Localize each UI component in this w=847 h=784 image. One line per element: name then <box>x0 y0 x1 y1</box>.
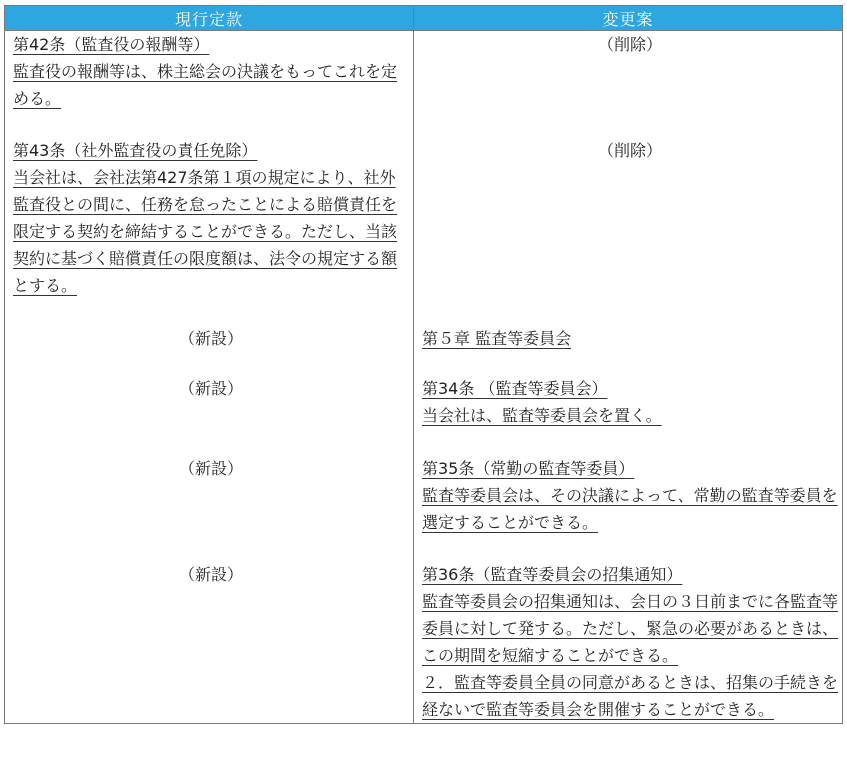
current-article-cell <box>5 561 414 724</box>
article-body: 当会社は、会社法第427条第１項の規定により、社外監査役との間に、任務を怠ったことによる賠償責任を限定する契約を締結することができる。ただし、当該契約に基づく賠償責任の限度額は、法令の規定する額とする。 <box>13 167 398 295</box>
article-title: 第35条（常勤の監査等委員） <box>422 458 635 478</box>
article-title: 第43条（社外監査役の責任免除） <box>13 140 258 160</box>
new-note: （新設） <box>178 458 243 478</box>
current-article-cell <box>5 325 414 375</box>
header-current-articles: 現行定款 <box>5 6 414 31</box>
proposed-article-cell <box>414 455 843 561</box>
current-article-cell <box>5 31 414 137</box>
amendment-comparison-table <box>4 5 843 724</box>
table-row <box>5 325 843 375</box>
table-row <box>5 137 843 325</box>
chapter-title: 第５章 監査等委員会 <box>422 328 572 348</box>
article-body: 監査等委員会は、その決議によって、常勤の監査等委員を選定することができる。 <box>422 485 838 532</box>
proposed-article-cell <box>414 137 843 325</box>
deleted-note: （削除） <box>597 35 662 54</box>
article-body: 当会社は、監査等委員会を置く。 <box>422 405 662 425</box>
table-row <box>5 375 843 455</box>
new-note: （新設） <box>178 378 243 398</box>
table-row <box>5 455 843 561</box>
current-article-cell <box>5 137 414 325</box>
proposed-article-cell <box>414 561 843 724</box>
new-note: （新設） <box>178 564 243 584</box>
article-title: 第34条 （監査等委員会） <box>422 378 608 398</box>
table-row <box>5 561 843 724</box>
new-note: （新設） <box>178 328 243 348</box>
article-title: 第42条（監査役の報酬等） <box>13 35 210 54</box>
header-proposed-changes: 変更案 <box>414 6 843 31</box>
article-body: 監査役の報酬等は、株主総会の決議をもってこれを定める。 <box>13 62 398 108</box>
current-article-cell <box>5 455 414 561</box>
current-article-cell <box>5 375 414 455</box>
article-title: 第36条（監査等委員会の招集通知） <box>422 564 683 584</box>
article-paragraph-2: ２．監査等委員全員の同意があるときは、招集の手続きを経ないで監査等委員会を開催することができる。 <box>422 672 839 719</box>
article-body: 監査等委員会の招集通知は、会日の３日前までに各監査等委員に対して発する。ただし、緊急の必要があるときは、この期間を短縮することができる。 <box>422 591 839 665</box>
table-row <box>5 31 843 137</box>
table-header-row <box>5 6 843 31</box>
proposed-article-cell <box>414 375 843 455</box>
proposed-article-cell <box>414 31 843 137</box>
deleted-note: （削除） <box>597 140 662 160</box>
proposed-article-cell <box>414 325 843 375</box>
